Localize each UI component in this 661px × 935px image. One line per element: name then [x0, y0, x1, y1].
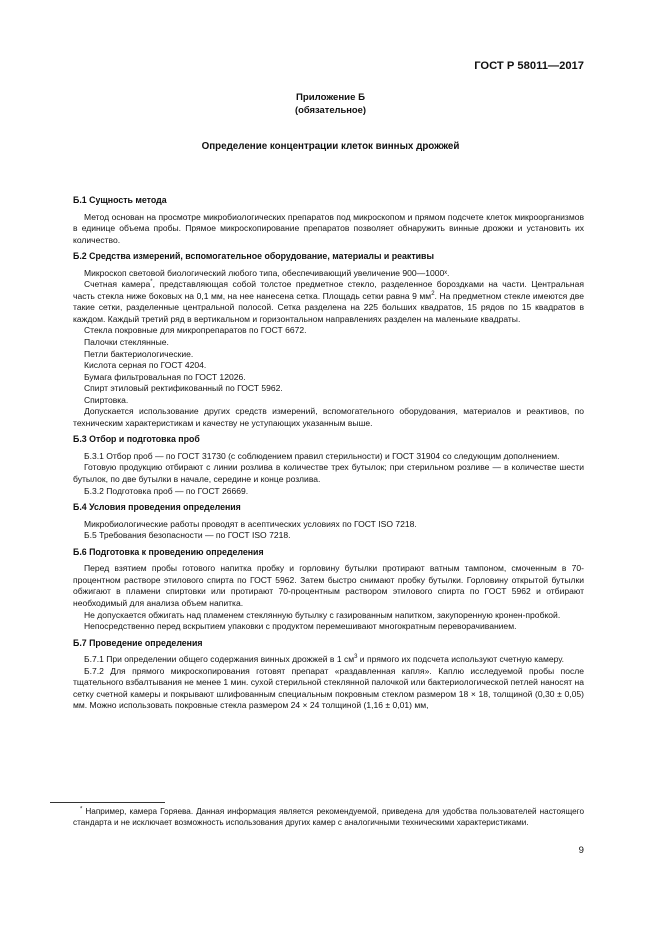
footnote-ref: * — [150, 279, 153, 286]
text-fragment: и прямого их подсчета используют счетную камеру. — [357, 654, 565, 665]
paragraph: Метод основан на просмотре микробиологических препаратов под микроскопом и прямом подсчете клеток микроорганизмов в единице объема пробы. Прямое микроскопирование препаратов позволяет обнаружить винные дрожжи и установить их количество. — [73, 211, 584, 245]
section-heading-b6: Б.6 Подготовка к проведению определения — [73, 546, 264, 557]
text-fragment: Б.7.1 При определении общего содержания винных дрожжей в 1 см — [84, 654, 355, 665]
superscript: 2 — [431, 290, 435, 297]
superscript: 3 — [354, 654, 358, 661]
list-item: Спирт этиловый ректификованный по ГОСТ 5962. — [84, 383, 283, 394]
section-heading-b4: Б.4 Условия проведения определения — [73, 502, 241, 513]
paragraph: Б.3.1 Отбор проб — по ГОСТ 31730 (с соблюдением правил стерильности) и ГОСТ 31904 со следующим дополнением. — [84, 450, 560, 461]
list-item: Петли бактериологические. — [84, 348, 194, 359]
footnote-text: Например, камера Горяева. Данная информация является рекомендуемой, приведена для удобства пользователей настоящего стандарта и не исключает возможность использования других камер с аналогичными техническими характеристиками. — [73, 807, 584, 827]
text-fragment: Счетная камера — [84, 279, 151, 290]
footnote — [73, 806, 584, 828]
section-heading-b1: Б.1 Сущность метода — [73, 195, 167, 205]
document-title: Определение концентрации клеток винных дрожжей — [201, 141, 460, 152]
section-heading-b7: Б.7 Проведение определения — [73, 637, 203, 648]
text-fragment: . На предметном стекле имеются две такие сетки, разделенные центральной полосой. Сетка разделена на 225 больших квадратов, 15 рядов по 15 квадратов в каждом. Каждый третий ряд в вертикальном и горизонтальном направлениях разделен на маленькие квадраты. — [73, 290, 584, 324]
standard-number: ГОСТ Р 58011—2017 — [474, 60, 584, 72]
paragraph-chamber — [73, 279, 584, 325]
footnote-mark: * — [80, 806, 83, 813]
list-item: Бумага фильтровальная по ГОСТ 12026. — [84, 371, 246, 382]
page-number: 9 — [578, 845, 584, 856]
paragraph: Б.5 Требования безопасности — по ГОСТ ISO 7218. — [84, 530, 291, 541]
appendix-status: (обязательное) — [295, 104, 366, 115]
paragraph: Не допускается обжигать над пламенем стеклянную бутылку с газированным напитком, закупоренную кронен-пробкой. — [84, 609, 561, 620]
paragraph: Микроскоп световой биологический любого типа, обеспечивающий увеличение 900—1000ˣ. — [84, 267, 450, 278]
list-item: Кислота серная по ГОСТ 4204. — [84, 360, 207, 371]
paragraph-b71 — [73, 654, 584, 666]
list-item: Палочки стеклянные. — [84, 337, 169, 348]
paragraph: Непосредственно перед вскрытием упаковки с продуктом перемешивают многократным переворачиванием. — [84, 621, 517, 632]
paragraph: Б.7.2 Для прямого микроскопирования готовят препарат «раздавленная капля». Каплю исследуемой пробы после тщательного взбалтывания не менее 1 мин. сухой стерильной стеклянной палочкой или бактериологической петлей наносят на сетку счетной камеры и покрывают шлифованным специальным покровным стеклом размером 18 × 18, толщиной (0,30 ± 0,05) мм. Можно использовать покровные стекла размером 24 × 24 толщиной (1,16 ± 0,01) мм, — [73, 665, 584, 711]
section-heading-b2: Б.2 Средства измерений, вспомогательное оборудование, материалы и реактивы — [73, 251, 434, 262]
section-heading-b3: Б.3 Отбор и подготовка проб — [73, 434, 200, 445]
text-fragment: , представляющая собой толстое предметное стекло, разделенное бороздками на части. Центральная часть стекла ниже боковых на 0,1 мм, на нее нанесена сетка. Площадь сетки равна 9 мм — [73, 279, 584, 301]
list-item: Спиртовка. — [84, 394, 129, 405]
paragraph: Допускается использование других средств измерений, вспомогательного оборудования, материалов и реактивов, по техническим характеристикам и качеству не уступающих указанным выше. — [73, 406, 584, 428]
paragraph: Б.3.2 Подготовка проб — по ГОСТ 26669. — [84, 485, 249, 496]
paragraph: Микробиологические работы проводят в асептических условиях по ГОСТ ISO 7218. — [84, 518, 417, 529]
list-item: Стекла покровные для микропрепаратов по ГОСТ 6672. — [84, 325, 307, 336]
paragraph: Готовую продукцию отбирают с линии розлива в количестве трех бутылок; при стерильном розливе — в количестве шести бутылок, по две бутылки в начале, середине и конце розлива. — [73, 462, 584, 485]
appendix-title: Приложение Б — [296, 92, 365, 103]
footnote-divider — [50, 802, 165, 803]
paragraph: Перед взятием пробы готового напитка пробку и горловину бутылки протирают ватным тампоном, смоченным в 70-процентном растворе этилового спирта по ГОСТ 5962. Затем быстро снимают пробку бутылки. Горловину открытой бутылки обжигают в пламени спиртовки или протирают 70-процентным раствором этилового спирта по ГОСТ 5962 и отбирают необходимый для анализа объем напитка. — [73, 563, 584, 608]
document-body — [73, 195, 584, 712]
